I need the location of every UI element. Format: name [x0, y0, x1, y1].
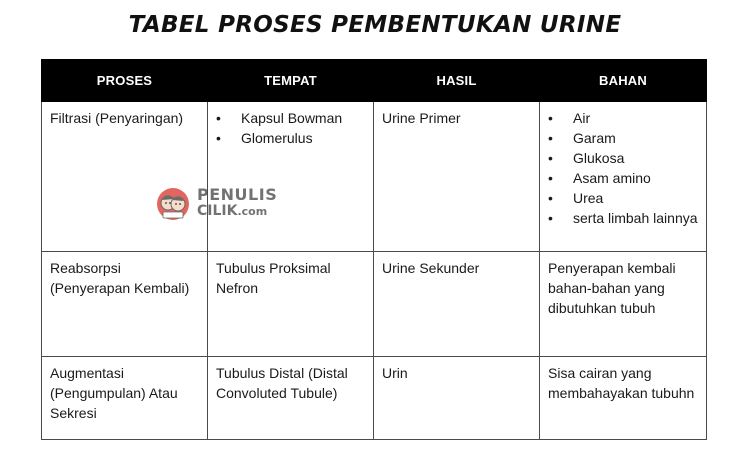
list-item: • Asam amino — [548, 168, 698, 188]
table-row — [42, 252, 707, 357]
watermark-cilik: CILIK — [197, 203, 238, 219]
watermark-suffix: .com — [237, 205, 268, 218]
list-item: • Air — [548, 108, 698, 128]
page-title: TABEL PROSES PEMBENTUKAN URINE — [128, 12, 622, 38]
header-tempat: TEMPAT — [208, 60, 374, 102]
cell-hasil: Urine Sekunder — [374, 252, 540, 357]
list-item: • serta limbah lainnya — [548, 208, 698, 228]
table-row — [42, 102, 707, 252]
cell-proses: Augmentasi (Pengumpulan) Atau Sekresi — [42, 357, 208, 440]
header-hasil: HASIL — [374, 60, 540, 102]
cell-tempat: Tubulus Distal (Distal Convoluted Tubule) — [208, 357, 374, 440]
bahan-list — [548, 108, 698, 228]
list-item: • Glukosa — [548, 148, 698, 168]
watermark-line1: PENULIS — [197, 185, 278, 204]
list-item: • Glomerulus — [216, 128, 365, 148]
urine-process-table — [41, 59, 707, 440]
cell-tempat: Tubulus Proksimal Nefron — [208, 252, 374, 357]
list-item: • Urea — [548, 188, 698, 208]
cell-bahan — [540, 102, 707, 252]
cell-tempat — [208, 102, 374, 252]
cell-bahan: Penyerapan kembali bahan-bahan yang dibutuhkan tubuh — [540, 252, 707, 357]
header-proses: PROSES — [42, 60, 208, 102]
cell-hasil: Urin — [374, 357, 540, 440]
watermark-line2 — [197, 203, 267, 219]
list-item: • Garam — [548, 128, 698, 148]
cell-hasil: Urine Primer — [374, 102, 540, 252]
cell-bahan: Sisa cairan yang membahayakan tubuhn — [540, 357, 707, 440]
table-row — [42, 357, 707, 440]
watermark-logo — [155, 184, 295, 224]
cell-proses: Filtrasi (Penyaringan) — [42, 102, 208, 252]
tempat-list — [216, 108, 365, 148]
mascot-icon — [155, 186, 191, 222]
header-bahan: BAHAN — [540, 60, 707, 102]
cell-proses: Reabsorpsi (Penyerapan Kembali) — [42, 252, 208, 357]
table-header-row — [42, 60, 707, 102]
list-item: • Kapsul Bowman — [216, 108, 365, 128]
